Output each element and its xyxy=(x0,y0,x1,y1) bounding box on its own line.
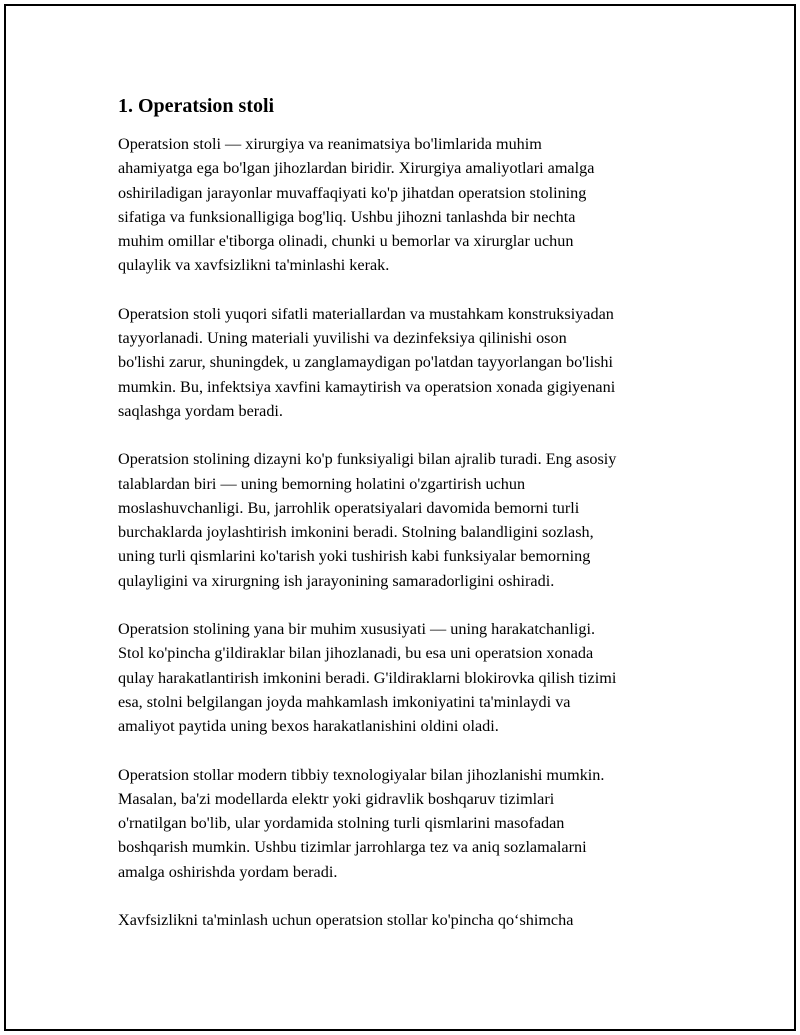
text-line: saqlashga yordam beradi. xyxy=(118,401,283,420)
text-line: ahamiyatga ega bo'lgan jihozlardan biridir. Xirurgiya amaliyotlari amalga xyxy=(118,159,595,178)
paragraph-1 xyxy=(118,132,698,278)
text-line: burchaklarda joylashtirish imkonini beradi. Stolning balandligini sozlash, xyxy=(118,523,594,542)
paragraph-4 xyxy=(118,617,698,738)
text-line: talablardan biri — uning bemorning holatini o'zgartirish uchun xyxy=(118,474,526,493)
text-line: Operatsion stolining yana bir muhim xususiyati — uning harakatchanligi. xyxy=(118,620,596,639)
page-title: 1. Operatsion stoli xyxy=(118,95,275,117)
text-line: Operatsion stollar modern tibbiy texnologiyalar bilan jihozlanishi mumkin. xyxy=(118,765,605,784)
text-line: uning turli qismlarini ko'tarish yoki tushirish kabi funksiyalar bemorning xyxy=(118,547,591,566)
paragraph-2 xyxy=(118,302,698,423)
paragraph-5 xyxy=(118,763,698,884)
text-line: Masalan, ba'zi modellarda elektr yoki gidravlik boshqaruv tizimlari xyxy=(118,789,555,808)
text-line: boshqarish mumkin. Ushbu tizimlar jarrohlarga tez va aniq sozlamalarni xyxy=(118,838,587,857)
text-line: amaliyot paytida uning bexos harakatlanishini oldini oladi. xyxy=(118,717,499,736)
text-line: bo'lishi zarur, shuningdek, u zanglamaydigan po'latdan tayyorlangan bo'lishi xyxy=(118,353,613,372)
text-line: qulayligini va xirurgning ish jarayonining samaradorligini oshiradi. xyxy=(118,571,555,590)
text-line: Operatsion stoli — xirurgiya va reanimatsiya bo'limlarida muhim xyxy=(118,135,542,153)
text-line: Operatsion stolining dizayni ko'p funksiyaligi bilan ajralib turadi. Eng asosiy xyxy=(118,450,617,469)
text-line: oshiriladigan jarayonlar muvaffaqiyati ko'p jihatdan operatsion stolining xyxy=(118,183,587,202)
text-line: muhim omillar e'tiborga olinadi, chunki u bemorlar va xirurglar uchun xyxy=(118,232,574,251)
text-line: esa, stolni belgilangan joyda mahkamlash imkoniyatini ta'minlaydi va xyxy=(118,692,571,711)
text-line: o'rnatilgan bo'lib, ular yordamida stolning turli qismlarini masofadan xyxy=(118,814,565,833)
paragraph-6 xyxy=(118,908,698,932)
text-line: mumkin. Bu, infektsiya xavfini kamaytirish va operatsion xonada gigiyenani xyxy=(118,377,616,396)
text-line: moslashuvchanligi. Bu, jarrohlik operatsiyalari davomida bemorni turli xyxy=(118,498,580,517)
text-line: sifatiga va funksionalligiga bog'liq. Ushbu jihozni tanlashda bir nechta xyxy=(118,207,576,226)
text-line: amalga oshirishda yordam beradi. xyxy=(118,862,338,881)
text-line: qulaylik va xavfsizlikni ta'minlashi kerak. xyxy=(118,256,390,275)
text-line: Xavfsizlikni ta'minlash uchun operatsion stollar ko'pincha qo‘shimcha xyxy=(118,911,574,930)
text-line: tayyorlanadi. Uning materiali yuvilishi va dezinfeksiya qilinishi oson xyxy=(118,329,567,348)
text-line: Stol ko'pincha g'ildiraklar bilan jihozlanadi, bu esa uni operatsion xonada xyxy=(118,644,594,663)
paragraph-3 xyxy=(118,447,698,593)
document-body xyxy=(118,92,698,956)
text-line: qulay harakatlantirish imkonini beradi. G'ildiraklarni blokirovka qilish tizimi xyxy=(118,668,617,687)
text-line: Operatsion stoli yuqori sifatli materiallardan va mustahkam konstruksiyadan xyxy=(118,304,614,323)
